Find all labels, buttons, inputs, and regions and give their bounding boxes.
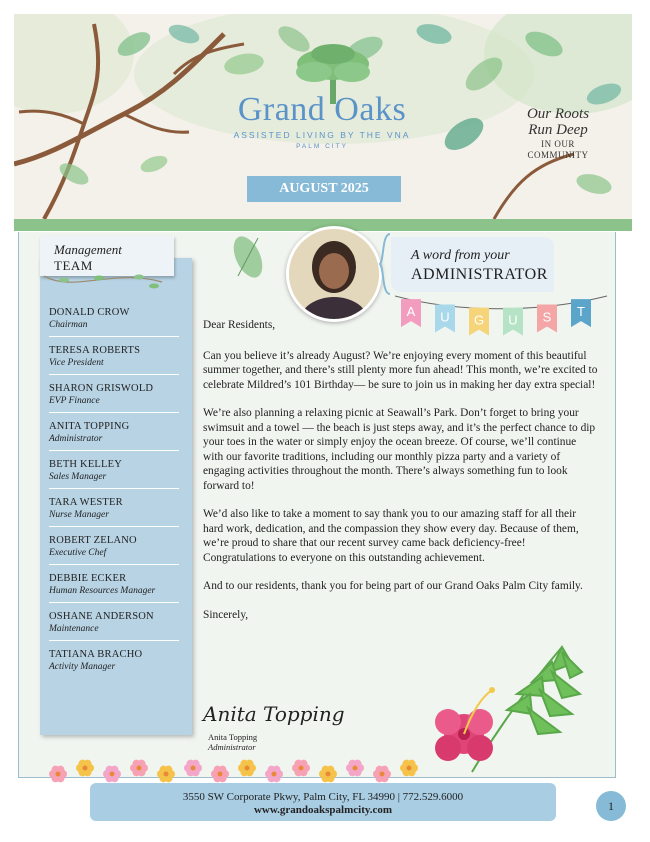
team-member-role: Activity Manager [49, 662, 116, 672]
team-member-role: Vice President [49, 358, 104, 368]
letter-paragraph: And to our residents, thank you for being part of our Grand Oaks Palm City family. [203, 580, 583, 592]
flower-icon [265, 766, 283, 783]
bunting-letter: S [542, 309, 552, 325]
team-member [49, 458, 179, 489]
bunting-letter: G [473, 312, 485, 328]
team-member [49, 610, 179, 641]
flower-icon [211, 766, 229, 783]
bunting-letter: A [406, 304, 416, 320]
hibiscus-palm-illustration [412, 642, 592, 782]
team-member-role: Nurse Manager [49, 510, 109, 520]
tagline [503, 106, 613, 160]
signer-title: Administrator [208, 742, 256, 752]
letter-greeting: Dear Residents, [203, 319, 276, 331]
leaf-decoration-icon [226, 232, 270, 282]
signature: Anita Topping [203, 702, 345, 726]
administrator-photo [286, 226, 382, 322]
team-member-name: DEBBIE ECKER [49, 573, 127, 584]
flower-icon [292, 760, 310, 777]
signer-name: Anita Topping [208, 732, 258, 742]
letter-paragraph: We’re also planning a relaxing picnic at Seawall’s Park. Don’t forget to bring your swimsuit and a towel — the beach is just steps away, and it’s the perfect chance to dip your toes in the water or simply enjoy the ocean breeze. Of course, we’ll continue with our favorite traditions, including our monthly pizza party and a variety of engaging activities throughout the month. There’s always something fun to look forward to! [203, 407, 596, 492]
team-member [49, 344, 179, 375]
team-member [49, 382, 179, 413]
team-list [49, 306, 179, 685]
vine-decoration-icon [44, 268, 164, 298]
team-member-name: TATIANA BRACHO [49, 649, 143, 660]
tagline-line1: Our Roots [526, 106, 590, 122]
letter-closing: Sincerely, [203, 608, 249, 621]
management-heading-line1: Management [54, 242, 122, 257]
brand-name: Grand Oaks [237, 91, 407, 128]
team-member-name: DONALD CROW [49, 307, 130, 318]
team-member [49, 306, 179, 337]
bunting-letter: U [508, 312, 518, 328]
team-member [49, 648, 179, 678]
team-member-role: Human Resources Manager [49, 586, 156, 596]
team-member-name: SHARON GRISWOLD [49, 383, 154, 394]
team-member-name: OSHANE ANDERSON [49, 611, 154, 622]
flower-icon [184, 760, 202, 777]
flower-icon [400, 760, 418, 777]
page-number: 1 [596, 791, 626, 821]
brand-city: PALM CITY [296, 143, 348, 150]
team-member [49, 572, 179, 603]
team-member-role: Maintenance [49, 624, 99, 634]
bunting-letter: U [440, 309, 450, 325]
brand-subtitle: ASSISTED LIVING BY THE VNA [233, 130, 411, 140]
flower-icon [319, 766, 337, 783]
month-badge: AUGUST 2025 [247, 176, 401, 202]
flower-icon [238, 760, 256, 777]
team-member [49, 420, 179, 451]
flower-icon [373, 766, 391, 783]
letter-paragraph: We’d also like to take a moment to say thank you to our amazing staff for all their hard work, dedication, and the compassion they show every day. Because of them, we’re proud to share that our recent survey came back deficiency-free! Congratulations to everyone on this outstanding achievement. [203, 508, 579, 564]
flower-icon [103, 766, 121, 783]
brace-icon [378, 232, 392, 296]
team-member-role: Executive Chef [49, 548, 107, 558]
team-member [49, 496, 179, 527]
flower-icon [346, 760, 364, 777]
word-from-administrator [391, 237, 554, 292]
team-member-name: TERESA ROBERTS [49, 345, 141, 356]
flower-icon [157, 766, 175, 783]
team-member-role: Chairman [49, 320, 88, 330]
team-member-role: Sales Manager [49, 472, 107, 482]
flower-icon [76, 760, 94, 777]
management-heading-line2: TEAM [54, 258, 93, 273]
team-member-name: ROBERT ZELANO [49, 535, 137, 546]
flower-icon [49, 766, 67, 783]
team-member-name: ANITA TOPPING [49, 421, 130, 432]
administrator-portrait-icon [289, 229, 379, 319]
team-member [49, 534, 179, 565]
tagline-line2: Run Deep [528, 122, 588, 138]
word-heading-line1: A word from your [411, 248, 510, 263]
tagline-line3: IN OUR [541, 139, 575, 149]
letter-paragraph: Can you believe it’s already August? We’re enjoying every moment of this beautiful summer together, and there’s still plenty more fun ahead! This month, we’re excited to celebrate Mildred’s 101 Birthday— be sure to join us in making her day extra special! [203, 349, 598, 391]
footer-bar [90, 783, 556, 821]
letter-body [203, 318, 599, 636]
footer-address: 3550 SW Corporate Pkwy, Palm City, FL 34990 | 772.529.6000 [182, 791, 464, 803]
bunting-letter: T [577, 304, 585, 320]
team-member-role: EVP Finance [49, 396, 100, 406]
hibiscus-flower-icon [435, 687, 495, 761]
team-member-role: Administrator [49, 434, 103, 444]
team-member-name: TARA WESTER [49, 497, 123, 508]
team-member-name: BETH KELLEY [49, 459, 123, 470]
tagline-line4: COMMUNITY [527, 150, 589, 160]
footer-website-link[interactable]: www.grandoakspalmcity.com [253, 804, 393, 816]
word-heading-line2: ADMINISTRATOR [411, 266, 548, 283]
brand-logo [222, 92, 422, 150]
flower-icon [130, 760, 148, 777]
